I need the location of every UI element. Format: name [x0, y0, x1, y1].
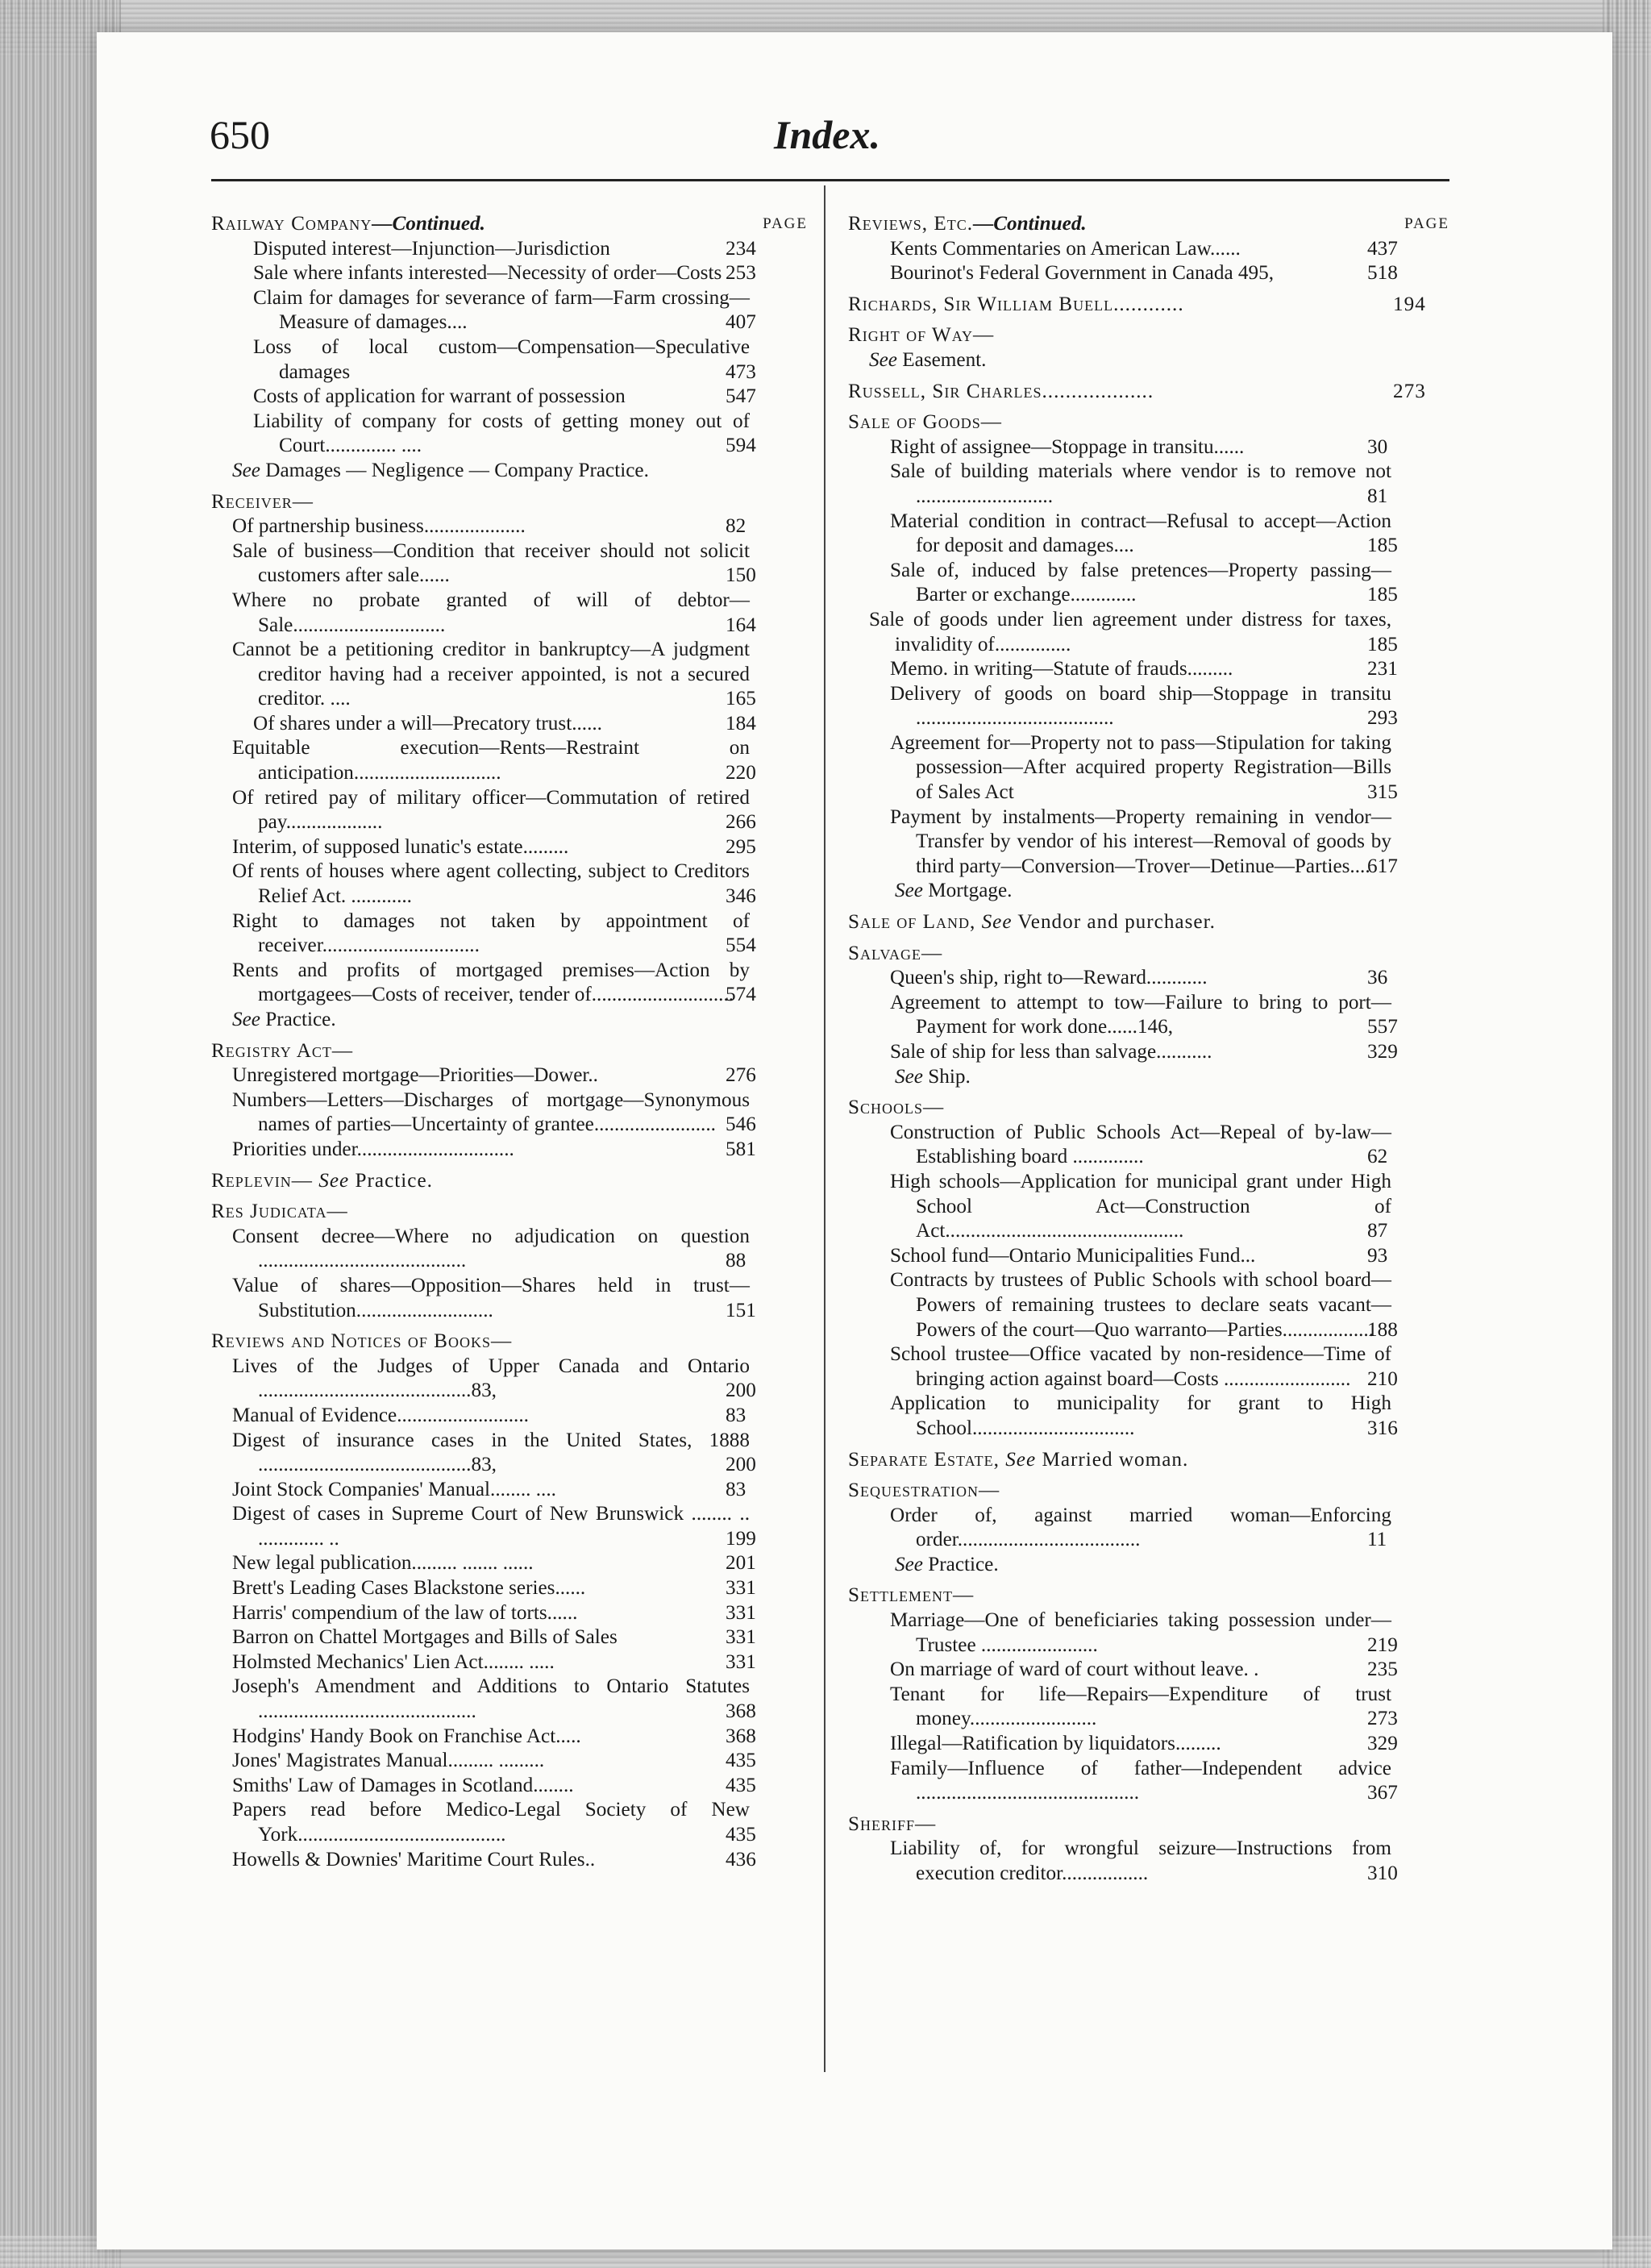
- index-entry: [211, 539, 808, 589]
- index-entry: [848, 657, 1449, 682]
- index-entry: [211, 1225, 808, 1274]
- header-rule: [211, 179, 1449, 181]
- index-heading: [848, 1096, 1449, 1121]
- entry-text: Sale of, induced by false pretences—Property passing—Barter or exchange.............: [890, 559, 1391, 606]
- heading-label: Sale of Goods—: [848, 411, 1002, 434]
- page-reference: 185: [1367, 633, 1398, 655]
- index-entry: [211, 1675, 808, 1724]
- see-target: Damages — Negligence — Company Practice.: [265, 459, 649, 481]
- index-entry: [848, 1732, 1449, 1757]
- entry-text: Marriage—One of beneficiaries taking possession under—Trustee .......................: [890, 1609, 1391, 1656]
- page-reference: 557: [1367, 1016, 1398, 1038]
- page-column-label: PAGE: [1404, 215, 1449, 232]
- entry-text: Lives of the Judges of Upper Canada and Ontario ..........................................83,: [232, 1355, 750, 1402]
- entry-text: Application to municipality for grant to High School................................: [890, 1392, 1391, 1439]
- index-heading: [848, 1479, 1449, 1504]
- page-number: 650: [210, 112, 270, 157]
- see-target: Practice.: [928, 1553, 999, 1575]
- page-reference: 30: [1367, 435, 1388, 458]
- page-reference: 83: [726, 1404, 746, 1426]
- index-entry: [211, 1088, 808, 1138]
- see-label: See: [232, 459, 260, 481]
- page-reference: 547: [726, 385, 756, 408]
- entry-text: Sale of building materials where vendor is to remove not ...........................: [890, 460, 1391, 507]
- see-label: See: [232, 1009, 260, 1030]
- page-reference: 331: [726, 1626, 756, 1649]
- running-title: Index.: [774, 112, 880, 157]
- entry-text: Holmsted Mechanics' Lien Act........ .....: [232, 1650, 555, 1673]
- index-entry: [211, 410, 808, 459]
- index-entry: [848, 460, 1449, 509]
- heading-label: Salvage—: [848, 942, 943, 964]
- entry-text: Liability of, for wrongful seizure—Instructions from execution creditor.................: [890, 1837, 1391, 1884]
- entry-text: School trustee—Office vacated by non-residence—Time of bringing action against board—Costs .........................: [890, 1343, 1391, 1390]
- page-reference: 518: [1367, 262, 1398, 285]
- page-reference: 574: [726, 984, 756, 1006]
- index-heading: [848, 212, 1449, 237]
- index-heading: [848, 942, 1449, 967]
- page-reference: 436: [726, 1848, 756, 1871]
- entry-text: Of partnership business....................: [232, 515, 526, 538]
- entry-text: Interim, of supposed lunatic's estate.........: [232, 835, 569, 858]
- entry-text: Family—Influence of father—Independent advice ............................................: [890, 1757, 1391, 1804]
- see-target: Vendor and purchaser.: [1017, 911, 1216, 934]
- entry-text: Numbers—Letters—Discharges of mortgage—Synonymous names of parties—Uncertainty of grantee........................: [232, 1088, 750, 1136]
- continued-label: —Continued.: [973, 213, 1087, 235]
- index-entry: [848, 1504, 1449, 1553]
- heading-label: Railway Company: [211, 213, 372, 235]
- see-target: Married woman.: [1042, 1448, 1189, 1471]
- entry-text: Costs of application for warrant of possession: [253, 385, 626, 408]
- page-reference: 234: [726, 237, 756, 260]
- index-entry: [211, 1404, 808, 1429]
- page-reference: 617: [1367, 855, 1398, 877]
- index-entry: [211, 1355, 808, 1404]
- page-reference: 88: [726, 1250, 746, 1272]
- index-entry: [848, 1837, 1449, 1886]
- page-reference: 210: [1367, 1367, 1398, 1390]
- index-entry: [211, 286, 808, 335]
- page-reference: 93: [1367, 1244, 1388, 1267]
- index-entry: [848, 1658, 1449, 1683]
- page-reference: 346: [726, 885, 756, 908]
- index-entry: [848, 991, 1449, 1040]
- index-entry: [848, 1121, 1449, 1170]
- see-target: Practice.: [265, 1009, 336, 1030]
- page-reference: 329: [1367, 1041, 1398, 1063]
- entry-text: Right to damages not taken by appointment of receiver...............................: [232, 909, 750, 957]
- entry-text: Memo. in writing—Statute of frauds.........: [890, 658, 1233, 680]
- see-label: See: [895, 1553, 923, 1575]
- heading-label: Reviews, Etc.: [848, 213, 974, 235]
- page-reference: 194: [1393, 293, 1426, 315]
- entry-text: Sale of business—Condition that receiver should not solicit customers after sale......: [232, 539, 750, 587]
- index-entry: [211, 1274, 808, 1323]
- entry-text: Brett's Leading Cases Blackstone series......: [232, 1577, 586, 1600]
- see-target: Ship.: [928, 1065, 971, 1088]
- index-heading: [211, 1169, 808, 1194]
- index-entry: [211, 335, 808, 385]
- heading-label: Richards, Sir William Buell............: [848, 293, 1184, 315]
- index-column-left: [211, 206, 808, 1872]
- entry-text: Value of shares—Opposition—Shares held in trust—Substitution...........................: [232, 1274, 750, 1321]
- index-entry: [848, 731, 1449, 805]
- index-entry: [211, 859, 808, 909]
- see-reference: [848, 879, 1449, 904]
- entry-text: Hodgins' Handy Book on Franchise Act.....: [232, 1725, 581, 1747]
- entry-text: Sale of ship for less than salvage...........: [890, 1041, 1212, 1063]
- page-reference: 219: [1367, 1633, 1398, 1656]
- index-entry: [211, 835, 808, 860]
- heading-label: Russell, Sir Charles...................: [848, 380, 1154, 402]
- index-heading: [211, 1200, 808, 1225]
- see-reference: [848, 1553, 1449, 1578]
- entry-text: High schools—Application for municipal grant under High School Act—Construction of Act...............................................: [890, 1170, 1391, 1242]
- page-reference: 315: [1367, 781, 1398, 804]
- page-reference: 331: [726, 1577, 756, 1600]
- page-reference: 293: [1367, 707, 1398, 730]
- index-entry: [848, 261, 1449, 286]
- entry-text: Disputed interest—Injunction—Jurisdiction: [253, 237, 610, 260]
- entry-text: Claim for damages for severance of farm—Farm crossing—Measure of damages....: [253, 286, 750, 334]
- index-entry: [848, 559, 1449, 608]
- page-reference: 368: [726, 1725, 756, 1747]
- index-entry: [848, 1170, 1449, 1244]
- index-entry: [211, 237, 808, 262]
- entry-text: Rents and profits of mortgaged premises—Action by mortgagees—Costs of receiver, tender of............................: [232, 959, 750, 1006]
- index-entry: [211, 909, 808, 959]
- entry-text: Agreement for—Property not to pass—Stipulation for taking possession—After acquired property Registration—Bills of Sales Act: [890, 731, 1391, 804]
- page-reference: 546: [726, 1113, 756, 1136]
- page-reference: 266: [726, 811, 756, 834]
- page-reference: 164: [726, 614, 756, 636]
- page-reference: 273: [1367, 1708, 1398, 1730]
- index-heading: [848, 410, 1449, 435]
- entry-text: Sale where infants interested—Necessity of order—Costs: [253, 262, 722, 285]
- entry-text: Manual of Evidence..........................: [232, 1404, 529, 1426]
- page-reference: 200: [726, 1380, 756, 1402]
- index-heading: [848, 1812, 1449, 1837]
- page-header: [210, 105, 1451, 169]
- index-entry: [211, 1502, 808, 1551]
- continued-label: —Continued.: [372, 213, 485, 235]
- heading-label: Right of Way—: [848, 324, 995, 347]
- heading-label: Replevin—: [211, 1169, 313, 1192]
- page-reference: 367: [1367, 1782, 1398, 1804]
- heading-label: Registry Act—: [211, 1039, 354, 1062]
- entry-text: Digest of insurance cases in the United States, 1888 ..........................................83,: [232, 1429, 750, 1476]
- index-entry: [848, 1608, 1449, 1658]
- page-reference: 82: [726, 515, 746, 538]
- heading-label: Sale of Land,: [848, 911, 976, 934]
- index-column-right: [848, 206, 1449, 1887]
- index-entry: [211, 1774, 808, 1799]
- index-heading: [848, 293, 1449, 318]
- entry-text: Equitable execution—Rents—Restraint on anticipation.............................: [232, 737, 750, 784]
- page-reference: 273: [1393, 380, 1426, 402]
- page-reference: 316: [1367, 1417, 1398, 1439]
- page-reference: 62: [1367, 1146, 1388, 1168]
- index-entry: [211, 514, 808, 539]
- page-reference: 435: [726, 1824, 756, 1846]
- see-label: See: [981, 911, 1013, 934]
- page-reference: 329: [1367, 1733, 1398, 1755]
- entry-text: Papers read before Medico-Legal Society of New York.........................................: [232, 1799, 750, 1846]
- index-entry: [848, 1342, 1449, 1392]
- heading-label: Schools—: [848, 1097, 945, 1119]
- index-entry: [848, 682, 1449, 731]
- entry-text: Howells & Downies' Maritime Court Rules..: [232, 1848, 596, 1871]
- index-heading: [211, 490, 808, 515]
- entry-text: Material condition in contract—Refusal to accept—Action for deposit and damages....: [890, 510, 1391, 557]
- page-reference: 83: [726, 1478, 746, 1500]
- entry-text: Unregistered mortgage—Priorities—Dower..: [232, 1064, 598, 1087]
- index-entry: [211, 1478, 808, 1503]
- index-entry: [848, 1040, 1449, 1065]
- entry-text: Payment by instalments—Property remaining in vendor—Transfer by vendor of his interest—Removal of goods by third party—Conversion—Trover—Detinue—Parties....: [890, 805, 1391, 877]
- page-reference: 581: [726, 1138, 756, 1160]
- index-entry: [211, 1650, 808, 1675]
- entry-text: Smiths' Law of Damages in Scotland........: [232, 1774, 574, 1796]
- see-label: See: [318, 1169, 350, 1192]
- index-entry: [848, 1757, 1449, 1806]
- index-entry: [211, 1063, 808, 1088]
- entry-text: Where no probate granted of will of debtor—Sale..............................: [232, 589, 750, 636]
- entry-text: Digest of cases in Supreme Court of New Brunswick ........ .. ............. ..: [232, 1503, 750, 1550]
- page-reference: 151: [726, 1299, 756, 1321]
- entry-text: Illegal—Ratification by liquidators.........: [890, 1733, 1221, 1755]
- page-reference: 36: [1367, 967, 1388, 989]
- see-label: See: [895, 1065, 923, 1088]
- entry-text: School fund—Ontario Municipalities Fund...: [890, 1244, 1256, 1267]
- index-heading: [848, 323, 1449, 348]
- index-entry: [848, 966, 1449, 991]
- see-label: See: [1005, 1448, 1037, 1471]
- page-reference: 150: [726, 564, 756, 587]
- heading-label: Reviews and Notices of Books—: [211, 1330, 513, 1353]
- index-entry: [848, 1268, 1449, 1342]
- index-entry: [211, 589, 808, 638]
- page-reference: 310: [1367, 1862, 1398, 1884]
- index-entry: [211, 385, 808, 410]
- entry-text: Harris' compendium of the law of torts......: [232, 1601, 578, 1624]
- index-heading: [211, 212, 808, 237]
- page-column-label: PAGE: [763, 215, 808, 232]
- index-entry: [211, 959, 808, 1008]
- page-reference: 185: [1367, 535, 1398, 557]
- index-entry: [848, 1392, 1449, 1441]
- entry-text: New legal publication......... ....... ......: [232, 1552, 534, 1575]
- page-reference: 201: [726, 1552, 756, 1575]
- page-reference: 87: [1367, 1220, 1388, 1242]
- entry-text: Joseph's Amendment and Additions to Ontario Statutes ...........................................: [232, 1675, 750, 1723]
- entry-text: Consent decree—Where no adjudication on question .........................................: [232, 1225, 750, 1272]
- entry-text: Loss of local custom—Compensation—Speculative damages: [253, 335, 750, 383]
- index-entry: [211, 1551, 808, 1576]
- page-reference: 435: [726, 1750, 756, 1772]
- page-reference: 368: [726, 1700, 756, 1723]
- entry-text: Joint Stock Companies' Manual........ ....: [232, 1478, 556, 1500]
- page-reference: 253: [726, 262, 756, 285]
- index-entry: [211, 1848, 808, 1873]
- see-target: Easement.: [902, 348, 987, 371]
- page-reference: 188: [1367, 1318, 1398, 1341]
- index-entry: [211, 1798, 808, 1847]
- entry-text: Kents Commentaries on American Law......: [890, 237, 1241, 260]
- entry-text: Cannot be a petitioning creditor in bankruptcy—A judgment creditor having had a receiver appointed, is not a secured creditor. ....: [232, 639, 750, 710]
- index-entry: [211, 1601, 808, 1626]
- column-divider: [824, 185, 826, 2072]
- page-reference: 554: [726, 934, 756, 957]
- see-reference: [848, 1065, 1449, 1090]
- entry-text: Barron on Chattel Mortgages and Bills of Sales: [232, 1626, 618, 1649]
- entry-text: Agreement to attempt to tow—Failure to bring to port—Payment for work done......146,: [890, 991, 1391, 1038]
- heading-label: Settlement—: [848, 1584, 975, 1607]
- index-heading: [211, 1330, 808, 1355]
- page-reference: 594: [726, 435, 756, 457]
- entry-text: Right of assignee—Stoppage in transitu......: [890, 435, 1245, 458]
- entry-text: Jones' Magistrates Manual......... .........: [232, 1750, 545, 1772]
- page-reference: 331: [726, 1601, 756, 1624]
- entry-text: Liability of company for costs of getting money out of Court.............. ....: [253, 410, 750, 457]
- index-entry: [211, 1429, 808, 1478]
- page-reference: 473: [726, 360, 756, 383]
- page-reference: 165: [726, 688, 756, 710]
- index-entry: [211, 1576, 808, 1601]
- entry-text: Sale of goods under lien agreement under distress for taxes, invalidity of...............: [869, 608, 1391, 655]
- index-entry: [211, 638, 808, 712]
- index-heading: [211, 1039, 808, 1064]
- index-entry: [211, 712, 808, 737]
- see-label: See: [895, 880, 923, 902]
- heading-label: Res Judicata—: [211, 1201, 348, 1223]
- entry-text: Bourinot's Federal Government in Canada 495,: [890, 262, 1275, 285]
- page-reference: 185: [1367, 584, 1398, 606]
- page-reference: 235: [1367, 1658, 1398, 1681]
- entry-text: Queen's ship, right to—Reward............: [890, 967, 1208, 989]
- index-entry: [211, 1749, 808, 1774]
- page-reference: 200: [726, 1454, 756, 1476]
- index-entry: [211, 736, 808, 785]
- page-reference: 435: [726, 1774, 756, 1796]
- page-reference: 276: [726, 1064, 756, 1087]
- entry-text: Contracts by trustees of Public Schools with school board—Powers of remaining trustees to declare seats vacant—Powers of the court—Quo warranto—Parties..................: [890, 1269, 1391, 1341]
- page-reference: 81: [1367, 485, 1388, 507]
- page-reference: 437: [1367, 237, 1398, 260]
- heading-label: Receiver—: [211, 490, 314, 513]
- entry-text: Of rents of houses where agent collecting, subject to Creditors Relief Act. ............: [232, 860, 750, 908]
- page-reference: 184: [726, 712, 756, 734]
- entry-text: Of shares under a will—Precatory trust......: [253, 712, 602, 734]
- index-entry: [211, 1725, 808, 1750]
- index-entry: [848, 435, 1449, 460]
- heading-label: Separate Estate,: [848, 1448, 1000, 1471]
- heading-label: Sheriff—: [848, 1812, 937, 1835]
- see-reference: [211, 459, 808, 484]
- page-reference: 231: [1367, 658, 1398, 680]
- index-entry: [848, 805, 1449, 880]
- index-entry: [211, 1138, 808, 1163]
- index-entry: [211, 786, 808, 835]
- index-entry: [848, 608, 1449, 657]
- index-heading: [848, 910, 1449, 935]
- index-heading: [848, 380, 1449, 405]
- page-reference: 295: [726, 835, 756, 858]
- entry-text: Priorities under...............................: [232, 1138, 514, 1160]
- entry-text: Order of, against married woman—Enforcing order....................................: [890, 1504, 1391, 1551]
- index-entry: [211, 261, 808, 286]
- index-entry: [848, 1244, 1449, 1269]
- entry-text: Of retired pay of military officer—Commutation of retired pay...................: [232, 786, 750, 834]
- entry-text: Tenant for life—Repairs—Expenditure of trust money.........................: [890, 1683, 1391, 1730]
- see-reference: [211, 1008, 808, 1033]
- heading-label: Sequestration—: [848, 1479, 1000, 1502]
- page-reference: 220: [726, 762, 756, 784]
- see-target: Mortgage.: [928, 880, 1013, 902]
- index-heading: [848, 1448, 1449, 1473]
- index-heading: [848, 1583, 1449, 1608]
- entry-text: On marriage of ward of court without leave. .: [890, 1658, 1259, 1681]
- page-reference: 407: [726, 311, 756, 334]
- page-reference: 331: [726, 1650, 756, 1673]
- page-reference: 11: [1367, 1529, 1387, 1551]
- entry-text: Delivery of goods on board ship—Stoppage in transitu .......................................: [890, 682, 1391, 730]
- index-entry: [848, 237, 1449, 262]
- entry-text: Construction of Public Schools Act—Repeal of by-law—Establishing board ..............: [890, 1121, 1391, 1168]
- see-label: See: [869, 348, 897, 371]
- index-entry: [211, 1625, 808, 1650]
- index-entry: [848, 510, 1449, 559]
- see-reference: [848, 348, 1449, 373]
- page-reference: 199: [726, 1527, 756, 1550]
- index-entry: [848, 1683, 1449, 1732]
- see-target: Practice.: [355, 1169, 433, 1192]
